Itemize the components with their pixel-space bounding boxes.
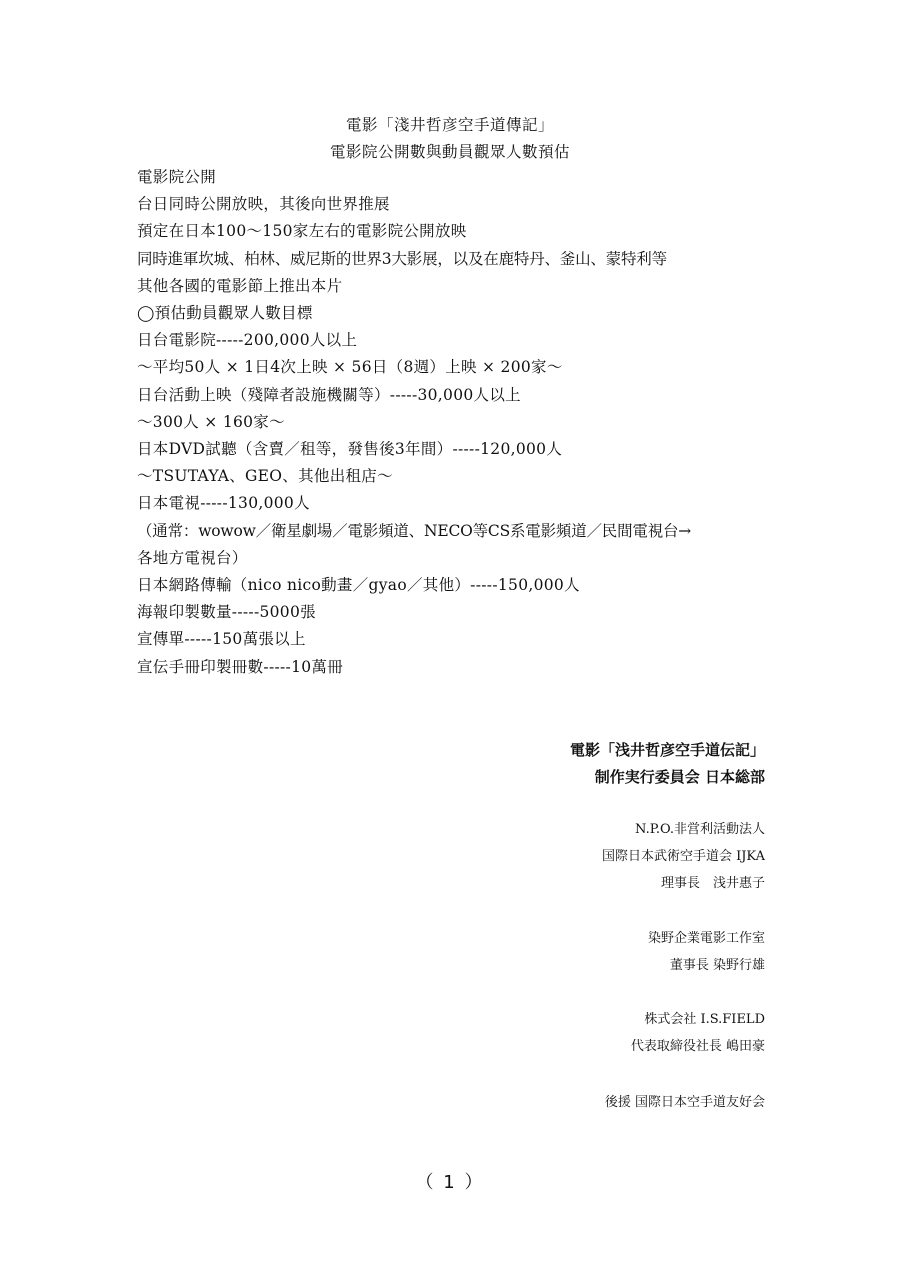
party-line: 染野企業電影工作室: [647, 931, 765, 946]
body-line: ◯預估動員觀眾人數目標: [137, 304, 313, 323]
body-line: 宣傳單-----150萬張以上: [137, 630, 306, 649]
party-isfield: [631, 1006, 765, 1060]
party-sponsor: [605, 1089, 765, 1116]
body-line: （通常：wowow／衛星劇場／電影頻道、NECO等CS系電影頻道／民間電視台→: [137, 521, 692, 540]
body-line: 日台活動上映（殘障者設施機關等）-----30,000人以上: [137, 385, 521, 404]
party-line: 理事長 浅井惠子: [660, 876, 765, 891]
party-line: 国際日本武術空手道会 IJKA: [601, 849, 765, 864]
body-line: 電影院公開: [137, 168, 217, 186]
body-line: 同時進軍坎城、柏林、威尼斯的世界3大影展，以及在鹿特丹、釜山、蒙特利等: [137, 249, 667, 268]
party-ijka: [602, 816, 765, 897]
document-subtitle: 電影院公開數與動員觀眾人數預估: [329, 143, 570, 161]
body-line: ～TSUTAYA、GEO、其他出租店～: [137, 467, 393, 486]
organizer-committee: 制作実行委員会 日本総部: [594, 768, 765, 786]
party-line: 董事長 染野行雄: [669, 958, 765, 973]
organizer-block: [570, 737, 765, 791]
body-line: 預定在日本100～150家左右的電影院公開放映: [137, 222, 467, 241]
body-line: 其他各國的電影節上推出本片: [137, 276, 343, 295]
title-block: [0, 112, 900, 166]
body-line: ～平均50人 × 1日4次上映 × 56日（8週）上映 × 200家～: [137, 358, 563, 377]
document-title: 電影「淺井哲彦空手道傳記」: [345, 116, 554, 134]
page-number: （ 1 ）: [415, 1172, 485, 1193]
body-line: 日本網路傳輸（nico nico動畫／gyao／其他）-----150,000人: [137, 576, 580, 595]
body-line: 宣伝手冊印製冊數-----10萬冊: [137, 657, 344, 676]
organizer-title: 電影「浅井哲彦空手道伝記」: [569, 741, 765, 759]
body-line: 日本電視-----130,000人: [137, 494, 310, 513]
party-line: N.P.O.非営利活動法人: [635, 822, 765, 837]
body-line: ～300人 × 160家～: [137, 412, 285, 431]
party-line: 後援 国際日本空手道友好会: [604, 1095, 765, 1110]
party-line: 株式会社 I.S.FIELD: [644, 1012, 765, 1027]
body-line: 海報印製數量-----5000張: [137, 603, 316, 622]
body-line: 日本DVD試聽（含賣／租等，發售後3年間）-----120,000人: [137, 440, 563, 459]
body-line: 各地方電視台）: [137, 548, 248, 567]
body-line: 台日同時公開放映，其後向世界推展: [137, 195, 390, 214]
body-text: [137, 164, 777, 681]
body-line: 日台電影院-----200,000人以上: [137, 331, 358, 350]
party-someno: [648, 925, 765, 979]
party-line: 代表取締役社長 嶋田豪: [630, 1039, 765, 1054]
